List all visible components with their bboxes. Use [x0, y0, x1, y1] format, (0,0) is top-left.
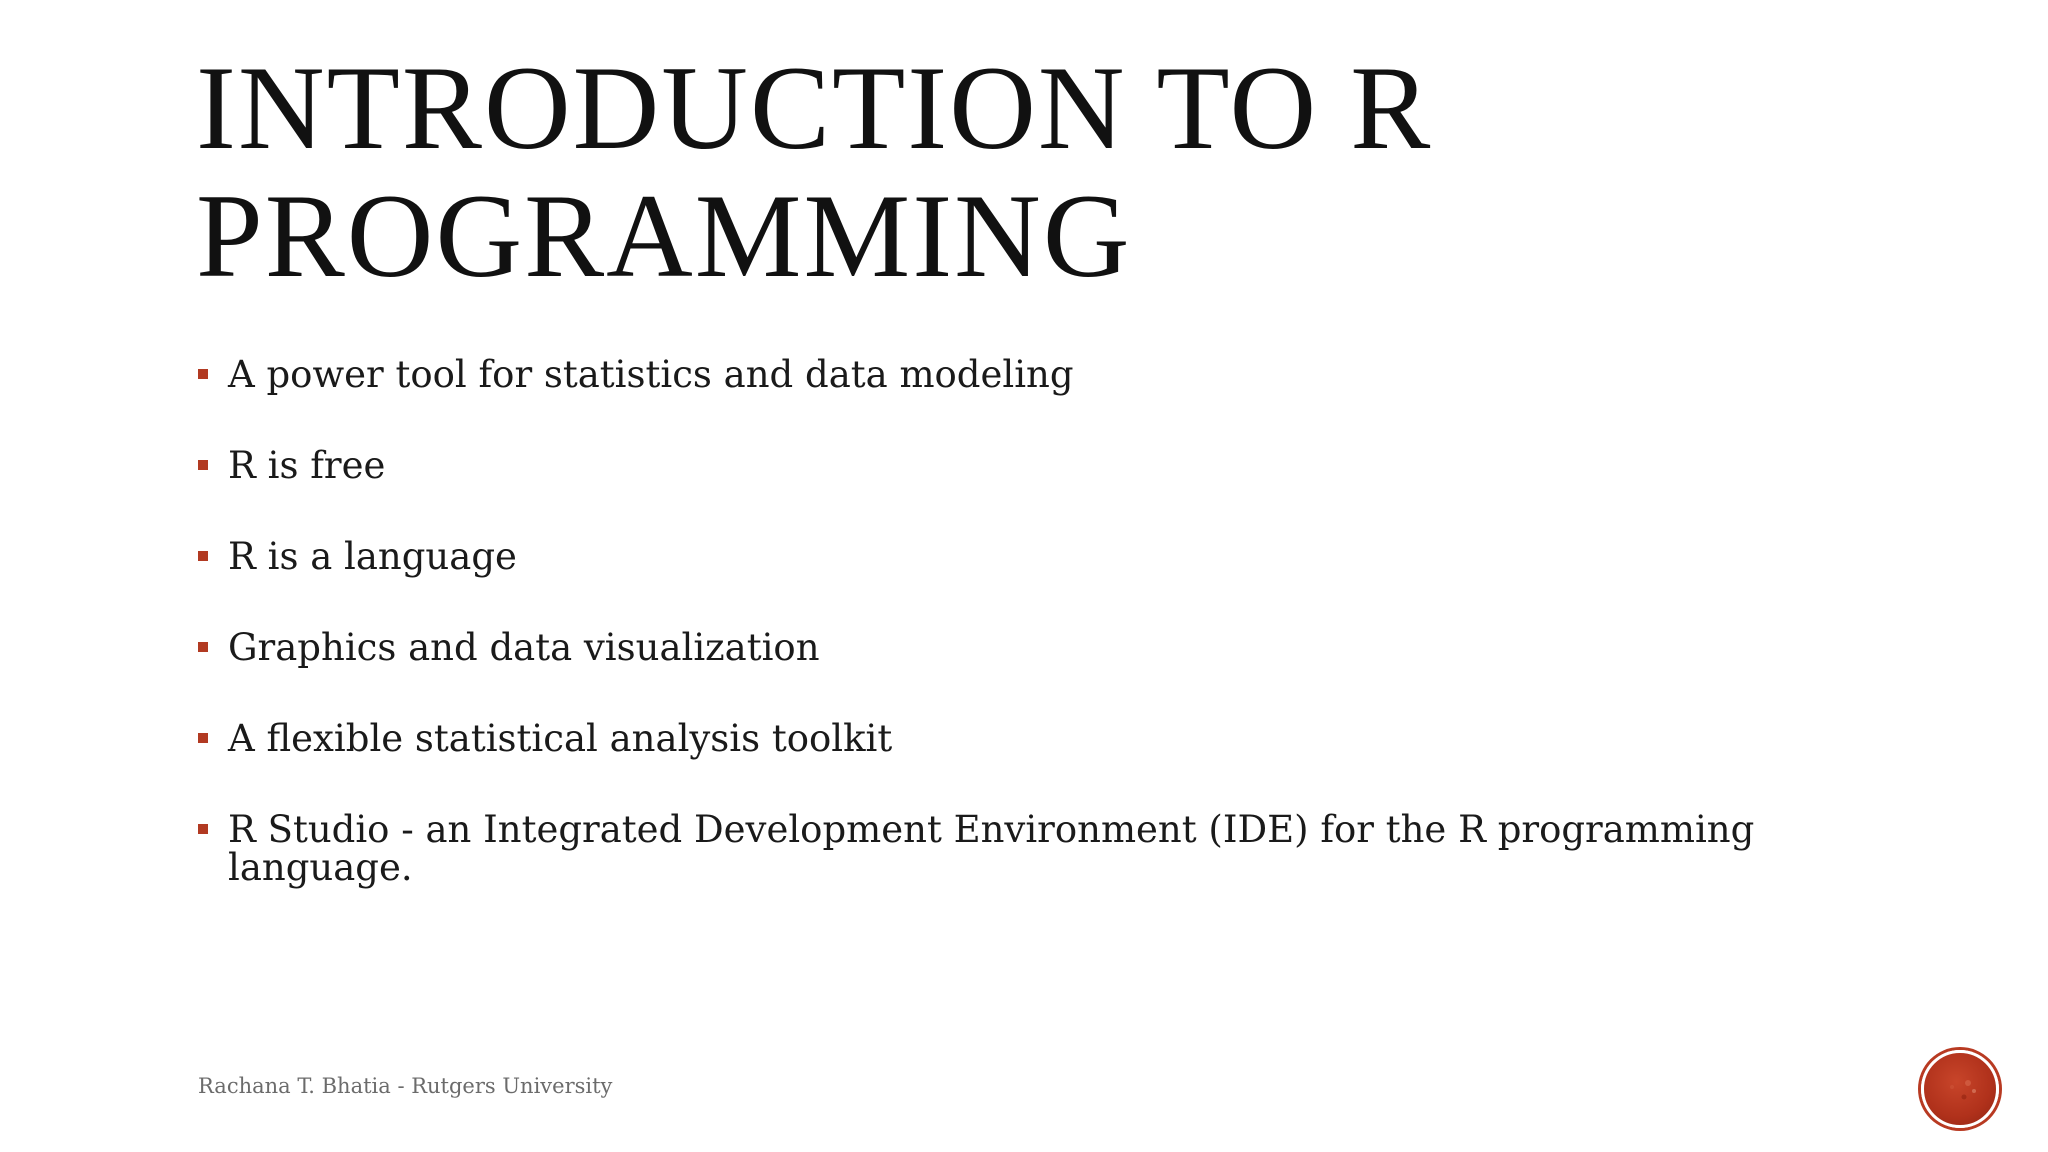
- bullet-text: A flexible statistical analysis toolkit: [228, 717, 893, 760]
- bullet-text: A power tool for statistics and data modeling: [228, 353, 1074, 396]
- bullet-item: [196, 535, 1816, 578]
- square-bullet-icon: [198, 460, 208, 470]
- slide-title: [196, 41, 1896, 302]
- bullet-item: [196, 626, 1816, 669]
- square-bullet-icon: [198, 733, 208, 743]
- bullet-item: [196, 808, 1816, 889]
- slide-number-badge-icon: [1921, 1050, 1999, 1128]
- slide-title-line-1: INTRODUCTION TO R: [196, 41, 1433, 174]
- slide-footer: Rachana T. Bhatia - Rutgers University: [198, 1074, 613, 1098]
- square-bullet-icon: [198, 369, 208, 379]
- slide-title-line-2: PROGRAMMING: [196, 169, 1132, 302]
- badge-texture-icon: [1938, 1069, 1982, 1109]
- bullet-list: [196, 353, 1816, 940]
- bullet-item: [196, 717, 1816, 760]
- square-bullet-icon: [198, 824, 208, 834]
- bullet-item: [196, 444, 1816, 487]
- square-bullet-icon: [198, 642, 208, 652]
- bullet-text: Graphics and data visualization: [228, 626, 820, 669]
- bullet-text: R is free: [228, 444, 386, 487]
- bullet-item: [196, 353, 1816, 396]
- bullet-text: R Studio - an Integrated Development Environment (IDE) for the R programming language.: [228, 808, 1755, 889]
- bullet-text: R is a language: [228, 535, 517, 578]
- square-bullet-icon: [198, 551, 208, 561]
